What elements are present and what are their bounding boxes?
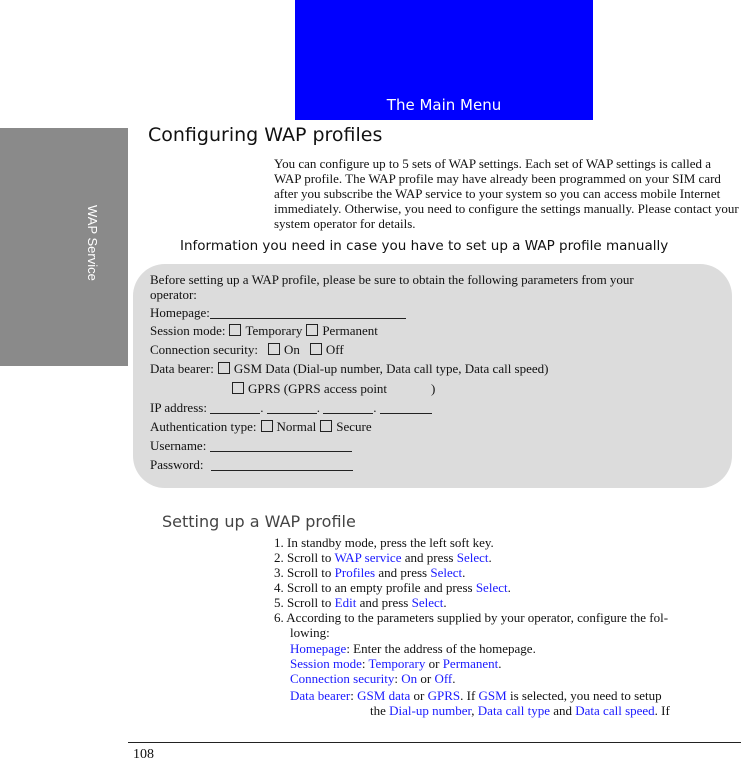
step-text: . <box>443 595 447 610</box>
homepage-row <box>150 305 406 320</box>
ip-address-label: IP address: <box>150 400 207 415</box>
step-text: is selected, you need to setup <box>506 688 662 703</box>
step-5 <box>274 595 447 610</box>
connection-on: On <box>283 342 300 357</box>
connection-security-item <box>290 671 456 686</box>
intro-paragraph: You can configure up to 5 sets of WAP settings. Each set of WAP settings is called a WAP profile. The WAP profile may have already been programmed on your SIM card after you subscribe the WAP service to your system so you can access mobile Internet immediately. Otherwise, you need to configure the settings manually. Please contact your system operator for details. <box>274 156 739 231</box>
checkbox-temporary <box>229 324 241 336</box>
auth-secure: Secure <box>336 419 372 434</box>
step-text: . If <box>654 703 670 718</box>
step-2 <box>274 550 492 565</box>
menu-term: WAP service <box>334 550 402 565</box>
ip-octet-1 <box>210 401 260 414</box>
checkbox-off <box>310 343 322 355</box>
page-number: 108 <box>133 747 154 762</box>
chapter-banner <box>295 0 593 120</box>
session-mode-label: Session mode: <box>150 323 226 338</box>
menu-term: GSM <box>478 688 507 703</box>
session-mode-item <box>290 656 502 671</box>
data-bearer-label: Data bearer: <box>150 361 214 376</box>
checkbox-on <box>268 343 280 355</box>
step-text: the <box>370 703 390 718</box>
menu-term: Select <box>456 550 489 565</box>
menu-term: Session mode <box>290 656 362 671</box>
username-blank <box>210 439 352 452</box>
step-text: and press <box>375 565 431 580</box>
menu-term: Off <box>434 671 453 686</box>
menu-term: Data call type <box>477 703 550 718</box>
ip-octet-3 <box>323 401 373 414</box>
data-bearer-gprs-row <box>228 381 435 396</box>
ip-octet-4 <box>380 401 432 414</box>
data-bearer-item-line-2 <box>370 703 670 718</box>
step-text: . <box>452 671 456 686</box>
username-label: Username: <box>150 438 207 453</box>
footer-rule <box>128 742 741 743</box>
step-1: 1. In standby mode, press the left soft key. <box>274 535 494 550</box>
step-text: , <box>471 703 478 718</box>
step-text: . <box>507 580 511 595</box>
banner-title: The Main Menu <box>386 96 502 114</box>
step-text: 5. Scroll to <box>274 595 335 610</box>
step-4 <box>274 580 511 595</box>
menu-term: Permanent <box>442 656 499 671</box>
menu-term: GSM data <box>357 688 411 703</box>
data-bearer-item <box>290 688 662 703</box>
menu-term: Data call speed <box>575 703 655 718</box>
panel-intro-2: operator: <box>150 287 197 302</box>
ip-address-row <box>150 400 432 415</box>
step-text: : <box>394 671 402 686</box>
step-text: . If <box>460 688 479 703</box>
password-row <box>150 457 353 472</box>
checkbox-gprs <box>232 382 244 394</box>
menu-term: Profiles <box>334 565 376 580</box>
step-3 <box>274 565 465 580</box>
homepage-blank <box>210 306 406 319</box>
bearer-gprs: GPRS (GPRS access point <box>248 381 388 396</box>
session-temporary: Temporary <box>245 323 303 338</box>
step-text: : <box>361 656 369 671</box>
step-text: and press <box>401 550 457 565</box>
ip-dot: . <box>260 400 264 415</box>
ip-octet-2 <box>267 401 317 414</box>
checkbox-permanent <box>306 324 318 336</box>
side-tab <box>0 128 128 366</box>
menu-term: Edit <box>334 595 357 610</box>
step-6-line-2: lowing: <box>290 625 330 640</box>
panel-intro-1: Before setting up a WAP profile, please be sure to obtain the following parameters from your <box>150 272 634 287</box>
info-heading: Information you need in case you have to set up a WAP profile manually <box>180 238 669 254</box>
checkbox-gsm <box>218 362 230 374</box>
menu-term: Temporary <box>368 656 426 671</box>
connection-security-label: Connection security: <box>150 342 258 357</box>
step-text: : Enter the address of the homepage. <box>346 641 536 656</box>
step-text: or <box>417 671 435 686</box>
step-text: : <box>350 688 358 703</box>
menu-term: Dial-up number <box>389 703 472 718</box>
menu-term: Data bearer <box>290 688 351 703</box>
username-row <box>150 438 352 453</box>
menu-term: Connection security <box>290 671 395 686</box>
checkbox-normal <box>261 420 273 432</box>
menu-term: Select <box>430 565 463 580</box>
ip-dot: . <box>373 400 377 415</box>
homepage-item <box>290 641 536 656</box>
parameters-panel <box>133 264 732 488</box>
menu-term: Homepage <box>290 641 347 656</box>
step-text: or <box>410 688 428 703</box>
connection-security-row <box>150 342 344 357</box>
step-text: or <box>425 656 443 671</box>
data-bearer-row <box>150 361 549 376</box>
authentication-label: Authentication type: <box>150 419 257 434</box>
step-text: . <box>488 550 492 565</box>
steps-heading: Setting up a WAP profile <box>162 512 356 531</box>
password-label: Password: <box>150 457 204 472</box>
step-6-line-1: 6. According to the parameters supplied by your operator, configure the fol- <box>274 610 669 625</box>
checkbox-secure <box>320 420 332 432</box>
ip-dot: . <box>316 400 320 415</box>
step-text: 2. Scroll to <box>274 550 335 565</box>
auth-normal: Normal <box>276 419 317 434</box>
step-text: and press <box>356 595 412 610</box>
homepage-label: Homepage: <box>150 305 210 320</box>
step-text: 4. Scroll to an empty profile and press <box>274 580 476 595</box>
step-text: . <box>498 656 502 671</box>
authentication-row <box>150 419 372 434</box>
menu-term: On <box>401 671 418 686</box>
section-heading: Configuring WAP profiles <box>148 124 383 146</box>
menu-term: Select <box>475 580 508 595</box>
session-mode-row <box>150 323 378 338</box>
step-text: 3. Scroll to <box>274 565 335 580</box>
bearer-gprs-close: ) <box>431 381 436 396</box>
side-tab-label: WAP Service <box>85 205 100 281</box>
bearer-gsm: GSM Data (Dial-up number, Data call type, Data call speed) <box>233 361 549 376</box>
password-blank <box>211 458 353 471</box>
menu-term: GPRS <box>427 688 461 703</box>
menu-term: Select <box>411 595 444 610</box>
step-text: . <box>462 565 466 580</box>
connection-off: Off <box>325 342 344 357</box>
session-permanent: Permanent <box>322 323 378 338</box>
step-text: and <box>549 703 576 718</box>
